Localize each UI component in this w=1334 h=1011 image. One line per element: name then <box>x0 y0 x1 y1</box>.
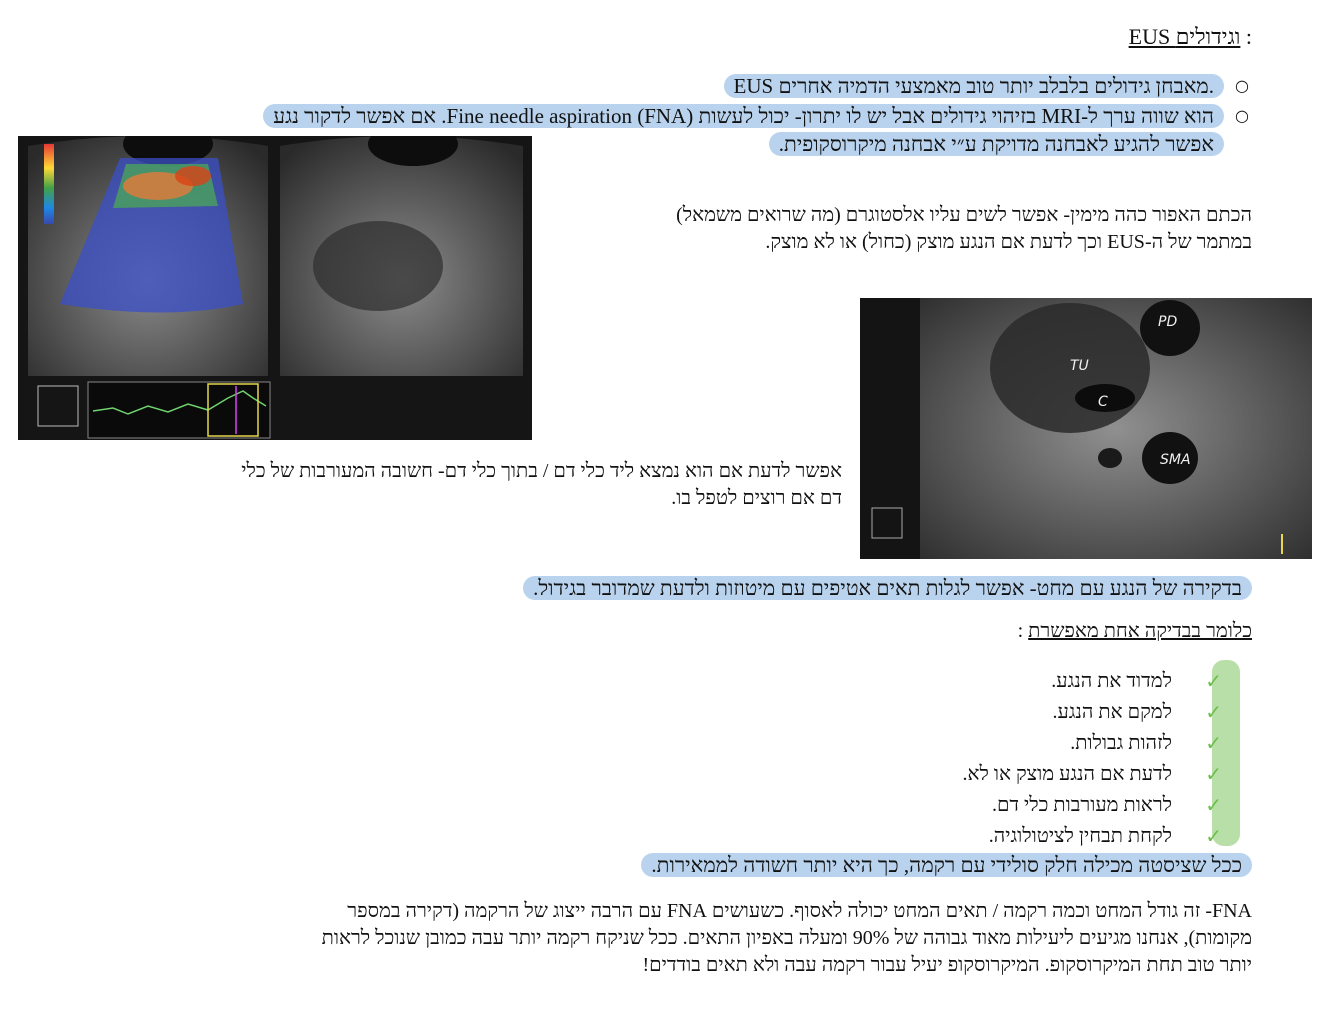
bullet-item-2-continuation <box>769 130 1224 158</box>
text-line: אפשר לדעת אם הוא נמצא ליד כלי דם / בתוך כלי דם- חשובה המעורבות של כלי <box>241 460 842 482</box>
checklist-item <box>852 728 1252 758</box>
checklist-item <box>852 697 1252 727</box>
capabilities-heading <box>1018 620 1252 643</box>
tumor-ultrasound-image <box>860 298 1312 559</box>
checkmark-icon: ✓ <box>1205 669 1222 693</box>
checklist-item-text: למקם את הנגע. <box>1052 701 1172 723</box>
checkmark-icon: ✓ <box>1205 762 1222 786</box>
c-label: C <box>1098 394 1108 410</box>
bullet-item-1 <box>724 72 1252 100</box>
checklist-item-text: לדעת אם הנגע מוצק או לא. <box>962 763 1172 785</box>
tu-label: TU <box>1070 358 1089 374</box>
text-line: יותר טוב תחת המיקרוסקופ. המיקרוסקופ יעיל עבור רקמה עבה ולא תאים בודדים! <box>642 954 1252 976</box>
checklist-item <box>852 821 1252 851</box>
elastogram-explanation <box>552 202 1252 256</box>
bullet-text-continuation: אפשר להגיע לאבחנה מדויקת ע״י אבחנה מיקרוסקופית. <box>769 132 1224 156</box>
bullet-item-2 <box>263 102 1252 130</box>
cyst-text: ככל שציסטה מכילה חלק סולידי עם רקמה, כך היא יותר חשודה לממאירות. <box>641 853 1252 877</box>
checklist-item-text: לזהות גבולות. <box>1070 732 1172 754</box>
text-line: דם אם רוצים לטפל בו. <box>671 487 842 509</box>
text-line: הכתם האפור כהה מימין- אפשר לשים עליו אלסטוגרם (מה שרואים משמאל) <box>676 204 1252 226</box>
checklist-item <box>852 759 1252 789</box>
bullet-text: EUS מאבחן גידולים בלבלב יותר טוב מאמצעי הדמיה אחרים. <box>724 74 1224 98</box>
circle-bullet-icon: ○ <box>1235 106 1249 125</box>
checkmark-icon: ✓ <box>1205 731 1222 755</box>
needle-biopsy-text: בדקירה של הנגע עם מחט- אפשר לגלות תאים אטיפים עם מיטוזות ולדעת שמדובר בגידול. <box>523 576 1252 600</box>
needle-biopsy-note <box>523 574 1252 602</box>
checklist-item-text: למדוד את הנגע. <box>1051 670 1172 692</box>
circle-bullet-icon: ○ <box>1235 76 1249 95</box>
checklist-item-text: לראות מעורבות כלי דם. <box>991 794 1172 816</box>
text-line: במתמר של ה-EUS וכך לדעת אם הנגע מוצק (כחול) או לא מוצק. <box>765 231 1252 253</box>
fna-paragraph <box>108 898 1252 979</box>
heading-colon: : <box>1240 24 1252 49</box>
bullet-text: הוא שווה ערך ל-MRI בזיהוי גידולים אבל יש לו יתרון- יכול לעשות Fine needle aspiration (FNA). אם אפשר לדקור נגע <box>263 104 1224 128</box>
text-line: FNA- זה גודל המחט וכמה רקמה / תאים המחט יכולה לאסוף. כשעושים FNA עם הרבה ייצוג של הרקמה (דקירה במספר <box>347 900 1252 922</box>
checkmark-icon: ✓ <box>1205 700 1222 724</box>
vessel-explanation <box>108 458 842 512</box>
heading-title: EUS וגידולים <box>1128 24 1241 49</box>
capabilities-title: כלומר בבדיקה אחת מאפשרת <box>1028 620 1252 642</box>
checkmark-icon: ✓ <box>1205 824 1222 848</box>
checklist-item <box>852 666 1252 696</box>
checkmark-icon: ✓ <box>1205 793 1222 817</box>
pd-label: PD <box>1158 314 1178 330</box>
tumor-ultrasound-graphic <box>860 298 1312 559</box>
section-heading <box>1129 24 1252 50</box>
text-line: מקומות), אנחנו מגיעים ליעילות מאוד גבוהה של 90% ומעלה באפיון התאים. ככל שניקח רקמה יותר עבה כמובן שנוכל לראות <box>321 927 1252 949</box>
sma-label: SMA <box>1160 452 1191 468</box>
cyst-note <box>641 851 1252 879</box>
capabilities-colon: : <box>1017 620 1029 642</box>
checklist-item <box>852 790 1252 820</box>
checklist-item-text: לקחת תבחין לציטולוגיה. <box>988 825 1172 847</box>
elastography-graphic <box>18 136 532 440</box>
elastography-image <box>18 136 532 440</box>
